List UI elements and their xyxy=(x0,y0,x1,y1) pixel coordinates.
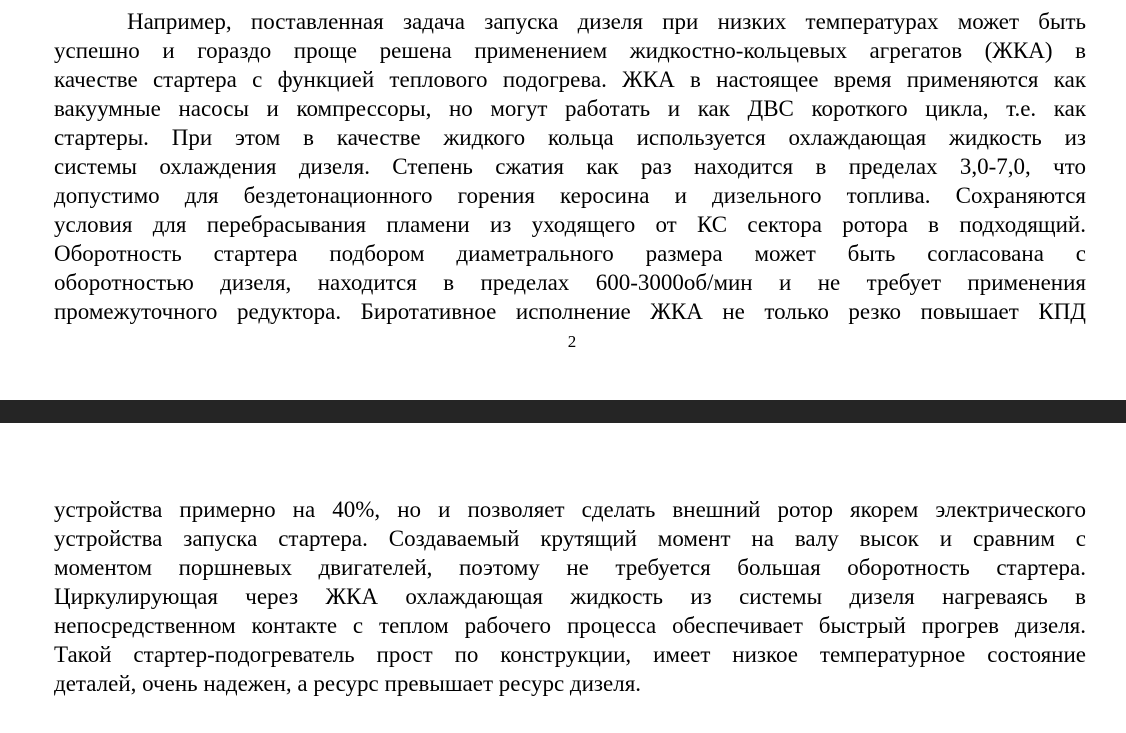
text-line: оборотностью дизеля, находится в пределах 600-3000об/мин и не требует применения xyxy=(54,270,1086,295)
text-line: Оборотность стартера подбором диаметрального размера может быть согласована с xyxy=(54,241,1086,266)
text-line: допустимо для бездетонационного горения керосина и дизельного топлива. Сохраняются xyxy=(54,183,1086,208)
paragraph-bottom xyxy=(54,495,1086,698)
text-line: устройства запуска стартера. Создаваемый крутящий момент на валу высок и сравним с xyxy=(54,526,1086,551)
text-line: вакуумные насосы и компрессоры, но могут работать и как ДВС короткого цикла, т.е. как xyxy=(54,96,1086,121)
text-line: непосредственном контакте с теплом рабочего процесса обеспечивает быстрый прогрев дизеля. xyxy=(54,613,1086,638)
text-line: стартеры. При этом в качестве жидкого кольца используется охлаждающая жидкость из xyxy=(54,125,1086,150)
text-line: Такой стартер-подогреватель прост по конструкции, имеет низкое температурное состояние xyxy=(54,642,1086,667)
paragraph-top xyxy=(54,7,1086,326)
page-break-separator xyxy=(0,400,1126,423)
text-line: деталей, очень надежен, а ресурс превышает ресурс дизеля. xyxy=(54,671,642,696)
text-line: успешно и гораздо проще решена применением жидкостно-кольцевых агрегатов (ЖКА) в xyxy=(54,38,1086,63)
text-line: условия для перебрасывания пламени из уходящего от КС сектора ротора в подходящий. xyxy=(54,212,1086,237)
text-line: моментом поршневых двигателей, поэтому не требуется большая оборотность стартера. xyxy=(54,555,1086,580)
document-page-bottom xyxy=(0,423,1126,733)
text-line: устройства примерно на 40%, но и позволяет сделать внешний ротор якорем электрического xyxy=(54,497,1086,522)
text-line: промежуточного редуктора. Биротативное исполнение ЖКА не только резко повышает КПД xyxy=(54,299,1086,324)
text-line: Циркулирующая через ЖКА охлаждающая жидкость из системы дизеля нагреваясь в xyxy=(54,584,1086,609)
page-number: 2 xyxy=(567,332,577,351)
text-line: качестве стартера с функцией теплового подогрева. ЖКА в настоящее время применяются как xyxy=(54,67,1086,92)
text-line: системы охлаждения дизеля. Степень сжатия как раз находится в пределах 3,0-7,0, что xyxy=(54,154,1086,179)
text-line: Например, поставленная задача запуска дизеля при низких температурах может быть xyxy=(127,9,1086,34)
